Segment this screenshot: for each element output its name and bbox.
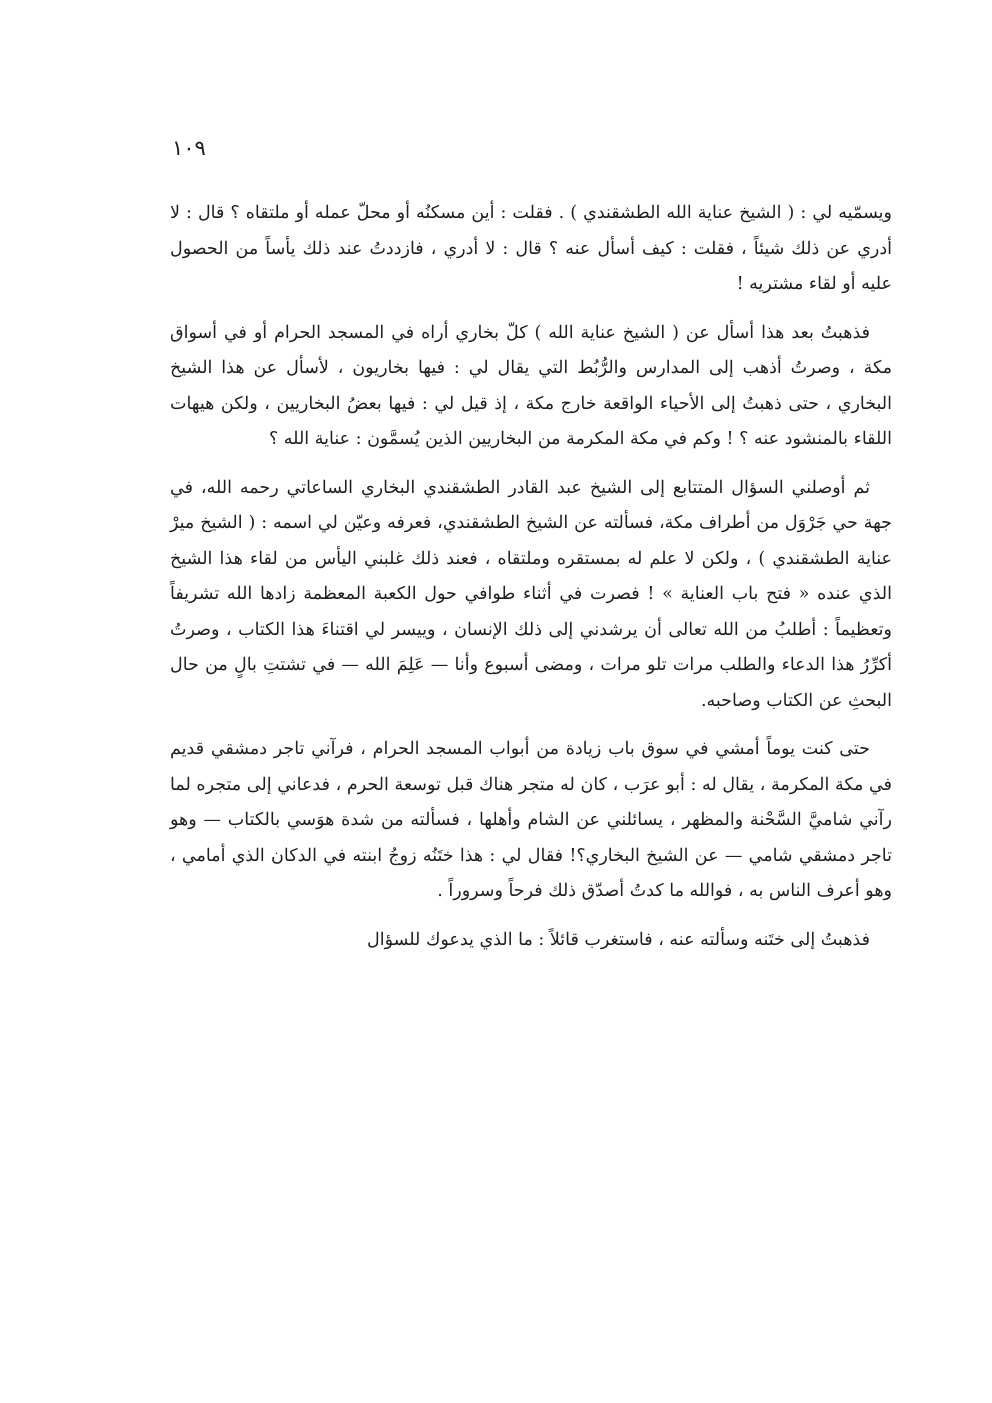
page-number: ١٠٩ xyxy=(172,136,206,160)
paragraph-4: حتى كنت يوماً أمشي في سوق باب زيادة من أبواب المسجد الحرام ، فرآني تاجر دمشقي قديم في مكة المكرمة ، يقال له : أبو عرَب ، كان له متجر هناك قبل توسعة الحرم ، فدعاني إلى متجره لما رآني شاميَّ السَّحْنة والمظهر ، يسائلني عن الشام وأهلها ، فسألته من شدة هوَسي بالكتاب — وهو تاجر دمشقي شامي — عن الشيخ البخاري؟! فقال لي : هذا ختَنُه زوجُ ابنته في الدكان الذي أمامي ، وهو أعرف الناس به ، فوالله ما كدتُ أصدّق ذلك فرحاً وسروراً . xyxy=(170,739,892,901)
paragraph-5: فذهبتُ إلى ختَنه وسألته عنه ، فاستغرب قائلاً : ما الذي يدعوك للسؤال xyxy=(367,929,870,950)
paragraph-1: ويسمّيه لي : ( الشيخ عناية الله الطشقندي ) . فقلت : أين مسكنُه أو محلّ عمله أو ملتقاه ؟ قال : لا أدري عن ذلك شيئاً ، فقلت : كيف أسأل عنه ؟ قال : لا أدري ، فازددتُ عند ذلك يأساً من الحصول عليه أو لقاء مشتريه ! xyxy=(170,203,892,294)
body-text xyxy=(170,196,892,971)
paragraph-3: ثم أوصلني السؤال المتتابع إلى الشيخ عبد القادر الطشقندي البخاري الساعاتي رحمه الله، في جهة حي جَرْوَل من أطراف مكة، فسألته عن الشيخ الطشقندي، فعرفه وعيّن لي اسمه : ( الشيخ ميرْ عناية الطشقندي ) ، ولكن لا علم له بمستقره وملتقاه ، فعند ذلك غلبني اليأس من لقاء هذا الشيخ الذي عنده « فتح باب العناية » ! فصرت في أثناء طوافي حول الكعبة المعظمة زادها الله تشريفاً وتعظيماً : أطلبُ من الله تعالى أن يرشدني إلى ذلك الإنسان ، وييسر لي اقتناءَ هذا الكتاب ، وصرتُ أكرِّرُ هذا الدعاء والطلب مرات تلو مرات ، ومضى أسبوع وأنا — عَلِمَ الله — في تشتتِ بالٍ من حال البحثِ عن الكتاب وصاحبه. xyxy=(170,477,892,711)
paragraph-2: فذهبتُ بعد هذا أسأل عن ( الشيخ عناية الله ) كلّ بخاري أراه في المسجد الحرام أو في أسواق مكة ، وصرتُ أذهب إلى المدارس والرُّبُط التي يقال لي : فيها بخاريون ، لأسأل عن هذا الشيخ البخاري ، حتى ذهبتُ إلى الأحياء الواقعة خارج مكة ، إذ قيل لي : فيها بعضُ البخاريين ، ولكن هيهات اللقاء بالمنشود عنه ؟ ! وكم في مكة المكرمة من البخاريين الذين يُسمَّون : عناية الله ؟ xyxy=(170,322,892,449)
